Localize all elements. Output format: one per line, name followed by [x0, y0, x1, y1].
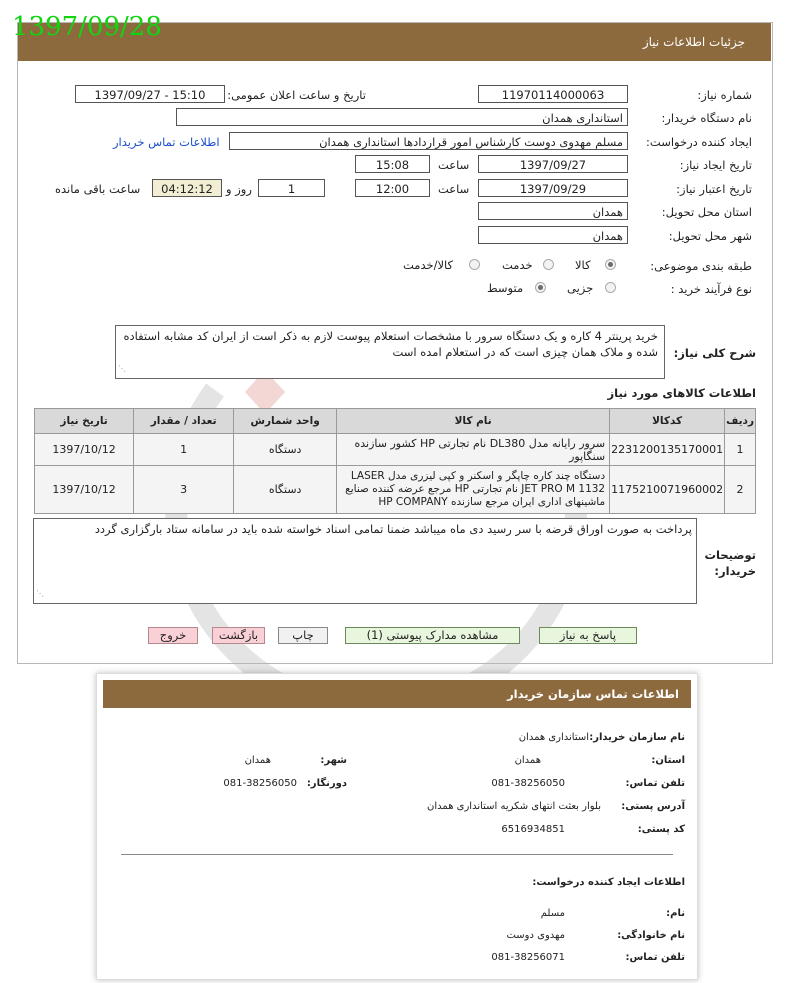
process-minor-label: جزیی — [567, 281, 594, 295]
city-value: همدان — [244, 755, 271, 766]
divider — [121, 854, 673, 855]
cell-code: 1175210071960002 — [610, 466, 725, 514]
cell-unit: دستگاه — [234, 466, 337, 514]
created-date-field: 1397/09/27 — [478, 155, 628, 173]
category-both-label: کالا/خدمت — [403, 258, 454, 272]
phone-label: تلفن تماس: — [625, 778, 685, 789]
resize-grip-icon[interactable]: ⋰ — [118, 364, 126, 373]
cell-name: سرور رایانه مدل DL380 نام تجارتی HP کشور سازنده سنگاپور — [337, 434, 610, 466]
last-name-value: مهدوی دوست — [506, 930, 565, 941]
province-label: استان محل تحویل: — [661, 205, 752, 219]
resize-grip-icon[interactable]: ⋰ — [36, 589, 44, 598]
creator-section-title: اطلاعات ایجاد کننده درخواست: — [532, 877, 685, 888]
org-value: استانداری همدان — [518, 732, 589, 743]
first-name-label: نام: — [666, 908, 685, 919]
category-goods-label: کالا — [575, 258, 591, 272]
announce-field: 1397/09/27 - 15:10 — [75, 85, 225, 103]
days-label: روز و — [226, 182, 252, 196]
city-field: همدان — [478, 226, 628, 244]
description-label: شرح کلی نیاز: — [673, 346, 756, 360]
col-name: نام کالا — [337, 409, 610, 434]
process-minor-radio[interactable] — [605, 282, 616, 293]
contact-info-link[interactable]: اطلاعات تماس خریدار — [113, 135, 220, 149]
cell-date: 1397/10/12 — [35, 434, 134, 466]
remaining-label: ساعت باقی مانده — [55, 182, 141, 196]
contact-panel-title: اطلاعات تماس سازمان خریدار — [507, 687, 679, 701]
buyer-field: استانداری همدان — [176, 108, 628, 126]
province-value: همدان — [514, 755, 541, 766]
contact-panel-header — [103, 680, 691, 708]
table-row — [35, 466, 756, 514]
postal-label: کد پستی: — [637, 824, 685, 835]
validity-time-label: ساعت — [438, 182, 470, 196]
contact-panel — [96, 673, 698, 980]
cell-code: 2231200135170001 — [610, 434, 725, 466]
date-stamp: 1397/09/28 — [12, 12, 162, 42]
creator-label: ایجاد کننده درخواست: — [646, 135, 752, 149]
items-section-title: اطلاعات کالاهای مورد نیاز — [607, 386, 756, 400]
validity-label: تاریخ اعتبار نیاز: — [676, 182, 752, 196]
city-label: شهر: — [320, 755, 347, 766]
buyer-notes-text: پرداخت به صورت اوراق قرضه با سر رسید دی ماه میباشد ضمنا تمامی اسناد خواسته شده باید در سامانه ستاد بارگزاری گردد — [94, 522, 692, 536]
cell-qty: 1 — [134, 434, 234, 466]
last-name-label: نام خانوادگی: — [617, 930, 685, 941]
creator-phone-label: تلفن تماس: — [625, 952, 685, 963]
cell-date: 1397/10/12 — [35, 466, 134, 514]
exit-button[interactable]: خروج — [148, 627, 198, 644]
creator-phone-value: 081-38256071 — [491, 952, 565, 963]
items-table — [34, 408, 756, 514]
category-both-radio[interactable] — [469, 259, 480, 270]
validity-date-field: 1397/09/29 — [478, 179, 628, 197]
print-button[interactable]: چاپ — [278, 627, 328, 644]
description-textarea — [115, 325, 665, 379]
announce-label: تاریخ و ساعت اعلان عمومی: — [227, 88, 366, 102]
col-row: ردیف — [725, 409, 756, 434]
buyer-notes-textarea — [33, 518, 697, 604]
need-number-field: 1197011400006З — [478, 85, 628, 103]
buyer-label: نام دستگاه خریدار: — [661, 111, 752, 125]
created-time-label: ساعت — [438, 158, 470, 172]
process-label: نوع فرآیند خرید : — [670, 282, 752, 296]
org-label: نام سازمان خریدار: — [589, 732, 685, 743]
cell-name: دستگاه چند کاره چاپگر و اسکنر و کپی لیزری مدل LASER JET PRO M 1132 نام تجارتی HP مرجع عرضه کننده صنایع ماشینهای اداری ایران مرجع سازنده HP COMPANY — [337, 466, 610, 514]
col-unit: واحد شمارش — [234, 409, 337, 434]
first-name-value: مسلم — [540, 908, 565, 919]
attachments-button[interactable]: مشاهده مدارک پیوستی (1) — [345, 627, 520, 644]
city-label: شهر محل تحویل: — [668, 229, 752, 243]
province-label: استان: — [651, 755, 685, 766]
validity-time-field: 12:00 — [355, 179, 430, 197]
category-goods-radio[interactable] — [605, 259, 616, 270]
cell-row: 2 — [725, 466, 756, 514]
fax-label: دورنگار: — [306, 778, 347, 789]
address-value: بلوار بعثت انتهای شکریه استانداری همدان — [427, 801, 601, 812]
phone-value: 081-38256050 — [491, 778, 565, 789]
created-time-field: 15:08 — [355, 155, 430, 173]
cell-qty: 3 — [134, 466, 234, 514]
remaining-time-field: 04:12:12 — [152, 179, 222, 197]
col-code: کدکالا — [610, 409, 725, 434]
days-field: 1 — [258, 179, 325, 197]
col-date: تاریخ نیاز — [35, 409, 134, 434]
category-label: طبقه بندی موضوعی: — [650, 259, 752, 273]
cell-row: 1 — [725, 434, 756, 466]
province-field: همدان — [478, 202, 628, 220]
buyer-notes-label-1: توضیحات — [704, 548, 756, 562]
category-service-radio[interactable] — [543, 259, 554, 270]
table-row — [35, 434, 756, 466]
need-number-label: شماره نیاز: — [697, 88, 752, 102]
reply-button[interactable]: پاسخ به نیاز — [539, 627, 637, 644]
address-label: آدرس پستی: — [621, 801, 685, 812]
postal-value: 6516934851 — [501, 824, 565, 835]
buyer-notes-label-2: خریدار: — [714, 564, 756, 578]
category-service-label: خدمت — [502, 258, 533, 272]
page-title: جزئیات اطلاعات نیاز — [642, 35, 745, 49]
created-date-label: تاریخ ایجاد نیاز: — [679, 158, 752, 172]
description-text: خرید پرینتر 4 کاره و یک دستگاه سرور با مشخصات استعلام پیوست لازم به ذکر است از ایران کد مشابه استفاده شده و ملاک همان چیزی است که در استعلام امده است — [123, 329, 658, 359]
creator-field: مسلم مهدوی دوست کارشناس امور قراردادها استانداری همدان — [229, 132, 628, 150]
col-qty: تعداد / مقدار — [134, 409, 234, 434]
fax-value: 081-38256050 — [223, 778, 297, 789]
cell-unit: دستگاه — [234, 434, 337, 466]
process-medium-label: متوسط — [487, 281, 524, 295]
back-button[interactable]: بازگشت — [212, 627, 265, 644]
process-medium-radio[interactable] — [535, 282, 546, 293]
